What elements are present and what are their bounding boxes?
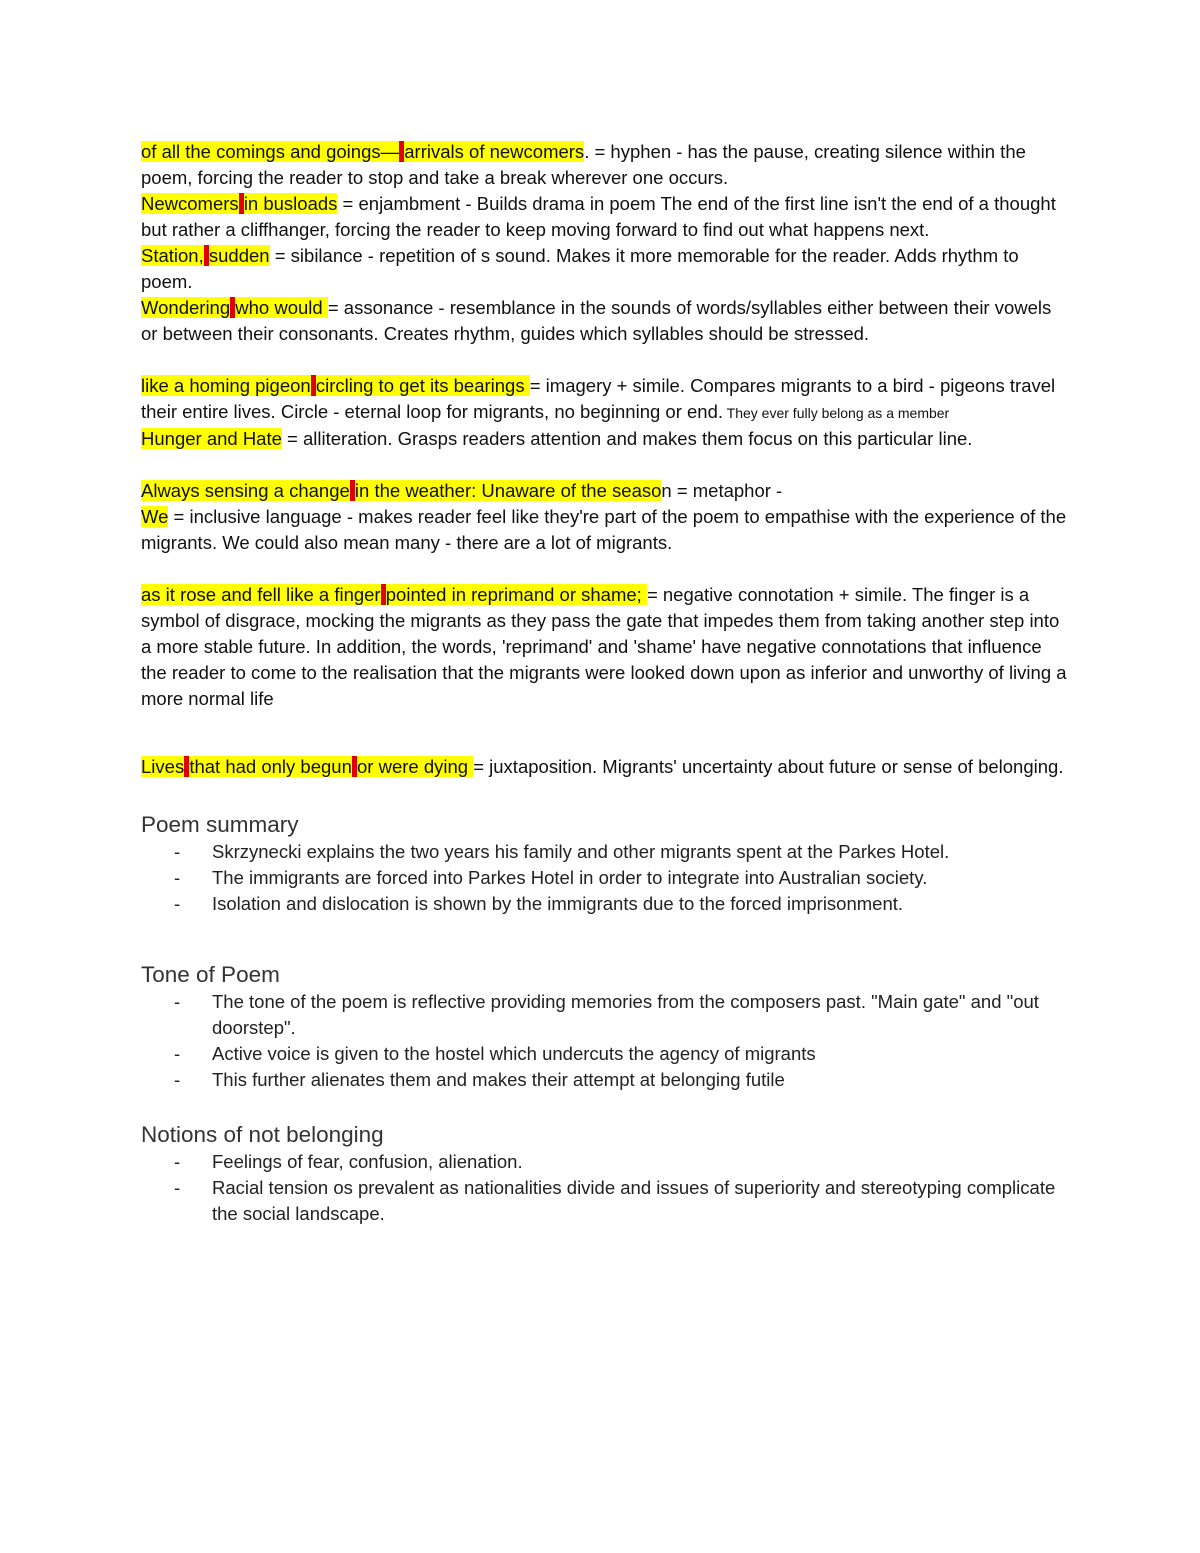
bullet-dash: - xyxy=(174,867,181,888)
list-item xyxy=(141,1149,1071,1175)
highlight-quote: We xyxy=(141,506,169,527)
list-item xyxy=(141,1067,1071,1093)
spacer xyxy=(141,452,1071,478)
highlight-quote: Newcomers xyxy=(141,193,239,214)
note-aside: They ever fully belong as a member xyxy=(723,405,950,421)
poem-summary-list xyxy=(141,839,1071,917)
list-item-text: The immigrants are forced into Parkes Hotel in order to integrate into Australian society. xyxy=(212,867,928,888)
highlight-quote: Always sensing a change xyxy=(141,480,350,501)
highlight-quote: Unaware of the seaso xyxy=(481,480,662,501)
note-text: = juxtaposition. Migrants' uncertainty about future or sense of belonging. xyxy=(473,756,1064,777)
highlight-quote: that had only begun xyxy=(189,756,352,777)
note-text: = negative connotation + simile. The finger is a symbol of disgrace, mocking the migrants as they pass the gate that impedes them from taking another step into a more stable future. In addition, the words, 'reprimand' and 'shame' have negative connotations that influence the reader to come to the realisation that the migrants were looked down upon as inferior and unworthy of living a more normal life xyxy=(141,584,1067,709)
note-metaphor xyxy=(141,478,1071,504)
bullet-dash: - xyxy=(174,1151,181,1172)
highlight-quote: who would xyxy=(235,297,328,318)
heading-tone-of-poem: Tone of Poem xyxy=(141,962,280,987)
heading-notions-of-not-belonging: Notions of not belonging xyxy=(141,1122,384,1147)
bullet-dash: - xyxy=(174,893,181,914)
bullet-dash: - xyxy=(174,991,181,1012)
list-item-text: Racial tension os prevalent as nationalities divide and issues of superiority and stereotyping complicate the social landscape. xyxy=(212,1177,1056,1224)
list-item-text: Skrzynecki explains the two years his family and other migrants spent at the Parkes Hotel. xyxy=(212,841,950,862)
list-item-text: Feelings of fear, confusion, alienation. xyxy=(212,1151,523,1172)
note-alliteration xyxy=(141,426,1071,452)
highlight-quote: circling to get its bearings xyxy=(315,375,530,396)
note-imagery-simile xyxy=(141,373,1071,426)
list-item-text: This further alienates them and makes their attempt at belonging futile xyxy=(212,1069,785,1090)
document-page xyxy=(141,139,1071,1227)
note-inclusive-language xyxy=(141,504,1071,556)
list-item-text: Active voice is given to the hostel which undercuts the agency of migrants xyxy=(212,1043,816,1064)
list-item xyxy=(141,1041,1071,1067)
list-item-text: Isolation and dislocation is shown by the immigrants due to the forced imprisonment. xyxy=(212,893,904,914)
note-text: = alliteration. Grasps readers attention and makes them focus on this particular line. xyxy=(281,428,973,449)
highlight-quote: Hunger and Hate xyxy=(141,428,282,449)
list-item xyxy=(141,891,1071,917)
spacer xyxy=(141,712,1071,754)
note-text: = enjambment - Builds drama in poem The end of the first line isn't the end of a thought but rather a cliffhanger, forcing the reader to keep moving forward to find out what happens next. xyxy=(141,193,1056,240)
list-item xyxy=(141,1175,1071,1227)
note-text: n = metaphor - xyxy=(661,480,783,501)
spacer xyxy=(141,556,1071,582)
caret-mark xyxy=(381,584,386,605)
highlight-quote: arrivals of newcomers xyxy=(404,141,585,162)
note-assonance xyxy=(141,295,1071,347)
spacer xyxy=(141,347,1071,373)
note-negative-connotation xyxy=(141,582,1071,712)
bullet-dash: - xyxy=(174,1069,181,1090)
list-item xyxy=(141,865,1071,891)
highlight-quote: pointed in reprimand or shame; xyxy=(385,584,647,605)
note-text: = imagery + simile. Compares migrants to a bird - pigeons travel their entire lives. Circle - eternal loop for migrants, no beginning or end. xyxy=(141,375,1056,422)
list-item xyxy=(141,989,1071,1041)
list-item-text: The tone of the poem is reflective providing memories from the composers past. "Main gate" and "out doorstep". xyxy=(212,991,1039,1038)
note-text: = sibilance - repetition of s sound. Makes it more memorable for the reader. Adds rhythm to poem. xyxy=(141,245,1019,292)
note-sibilance xyxy=(141,243,1071,295)
highlight-quote: sudden xyxy=(208,245,270,266)
highlight-quote: of all the comings and goings— xyxy=(141,141,400,162)
note-text: . = hyphen - has the pause, creating silence within the poem, forcing the reader to stop and take a break wherever one occurs. xyxy=(141,141,1026,188)
highlight-quote: in busloads xyxy=(243,193,338,214)
note-hyphen xyxy=(141,139,1071,191)
note-enjambment xyxy=(141,191,1071,243)
heading-poem-summary: Poem summary xyxy=(141,812,299,837)
note-text: = assonance - resemblance in the sounds of words/syllables either between their vowels or between their consonants. Creates rhythm, guides which syllables should be stressed. xyxy=(141,297,1052,344)
bullet-dash: - xyxy=(174,1043,181,1064)
highlight-quote: Wondering xyxy=(141,297,231,318)
list-item xyxy=(141,839,1071,865)
highlight-quote: Lives xyxy=(141,756,185,777)
bullet-dash: - xyxy=(174,841,181,862)
tone-of-poem-list xyxy=(141,989,1071,1093)
highlight-quote: Station, xyxy=(141,245,204,266)
highlight-quote: like a homing pigeon xyxy=(141,375,311,396)
notions-list xyxy=(141,1149,1071,1227)
note-text: = inclusive language - makes reader feel like they're part of the poem to empathise with the experience of the migrants. We could also mean many - there are a lot of migrants. xyxy=(141,506,1067,553)
bullet-dash: - xyxy=(174,1177,181,1198)
highlight-quote: in the weather: xyxy=(354,480,482,501)
note-juxtaposition xyxy=(141,754,1071,780)
highlight-quote: as it rose and fell like a finger xyxy=(141,584,381,605)
highlight-quote: or were dying xyxy=(357,756,474,777)
